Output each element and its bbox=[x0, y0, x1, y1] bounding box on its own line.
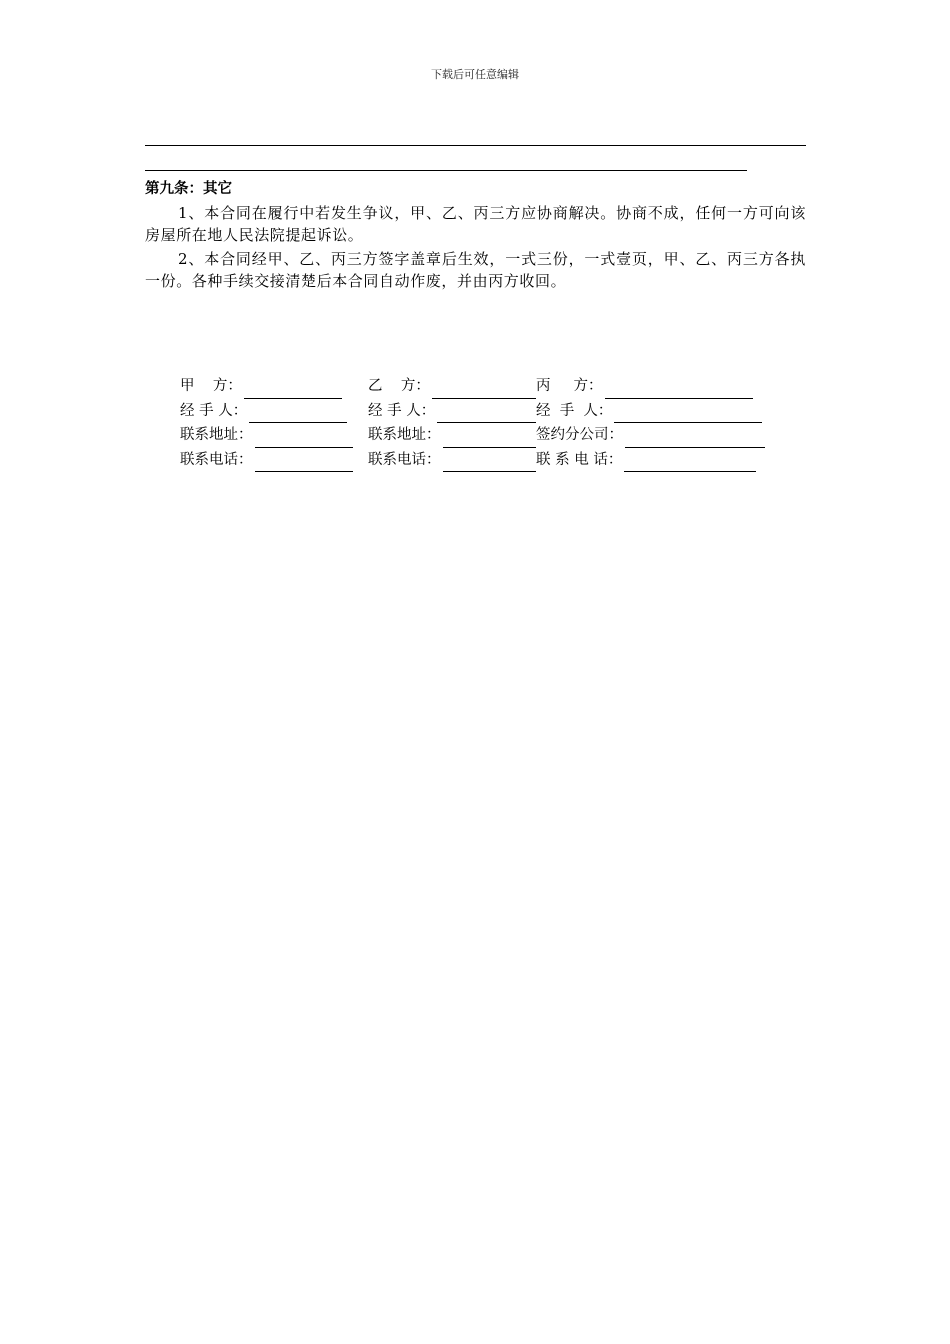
header-note: 下载后可任意编辑 bbox=[431, 68, 519, 81]
agent-b-label: 经 手 人： bbox=[368, 402, 436, 419]
party-c-blank[interactable] bbox=[605, 382, 753, 399]
party-b-label: 乙 方： bbox=[368, 378, 430, 394]
address-b-blank[interactable] bbox=[443, 431, 537, 448]
agent-a-blank[interactable] bbox=[249, 406, 347, 423]
article-section bbox=[145, 178, 806, 294]
phone-c-blank[interactable] bbox=[624, 455, 756, 472]
phone-b-cell bbox=[368, 448, 536, 473]
signature-row bbox=[180, 399, 786, 424]
party-a-label: 甲 方： bbox=[180, 378, 242, 394]
party-a-blank[interactable] bbox=[244, 382, 342, 399]
party-c-cell bbox=[536, 374, 786, 399]
address-a-blank[interactable] bbox=[255, 431, 353, 448]
phone-c-label: 联 系 电 话： bbox=[536, 451, 623, 468]
agent-b-blank[interactable] bbox=[437, 406, 536, 423]
phone-b-blank[interactable] bbox=[443, 455, 537, 472]
clause-paragraph: 2、本合同经甲、乙、丙三方签字盖章后生效，一式三份，一式壹页，甲、乙、丙三方各执一份。各种手续交接清楚后本合同自动作废，并由丙方收回。 bbox=[145, 250, 806, 290]
clause-paragraph: 1、本合同在履行中若发生争议，甲、乙、丙三方应协商解决。协商不成，任何一方可向该房屋所在地人民法院提起诉讼。 bbox=[145, 204, 806, 244]
agent-a-label: 经 手 人： bbox=[180, 402, 248, 419]
section-title: 第九条：其它 bbox=[145, 181, 232, 197]
address-a-label: 联系地址： bbox=[180, 427, 253, 443]
blank-line bbox=[145, 145, 806, 146]
branch-blank[interactable] bbox=[625, 431, 765, 448]
party-b-cell bbox=[368, 374, 536, 399]
signature-row bbox=[180, 423, 786, 448]
party-a-cell bbox=[180, 374, 368, 399]
party-c-label: 丙 方： bbox=[536, 378, 603, 394]
phone-b-label: 联系电话： bbox=[368, 451, 441, 468]
branch-cell bbox=[536, 423, 786, 448]
blank-line bbox=[145, 170, 747, 171]
agent-a-cell bbox=[180, 399, 368, 424]
branch-label: 签约分公司： bbox=[536, 427, 623, 443]
phone-a-label: 联系电话： bbox=[180, 451, 253, 468]
address-a-cell bbox=[180, 423, 368, 448]
phone-a-blank[interactable] bbox=[255, 455, 353, 472]
agent-c-blank[interactable] bbox=[614, 406, 762, 423]
party-b-blank[interactable] bbox=[432, 382, 536, 399]
address-b-label: 联系地址： bbox=[368, 427, 441, 443]
signature-row bbox=[180, 448, 786, 473]
signature-row bbox=[180, 374, 786, 399]
phone-c-cell bbox=[536, 448, 786, 473]
agent-c-cell bbox=[536, 399, 786, 424]
signature-block bbox=[180, 374, 786, 472]
agent-b-cell bbox=[368, 399, 536, 424]
phone-a-cell bbox=[180, 448, 368, 473]
address-b-cell bbox=[368, 423, 536, 448]
agent-c-label: 经 手 人： bbox=[536, 402, 613, 419]
